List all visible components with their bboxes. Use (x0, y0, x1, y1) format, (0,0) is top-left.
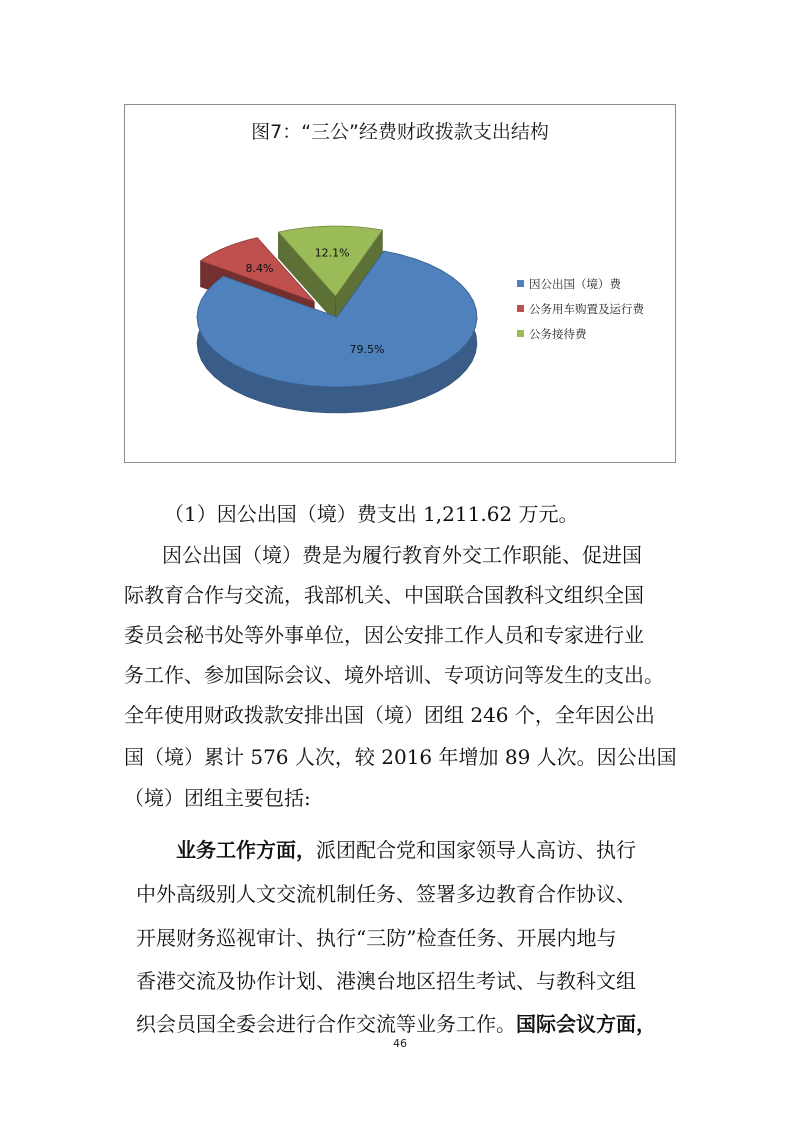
paragraph-line: 开展财务巡视审计、执行“三防”检查任务、开展内地与 (136, 926, 617, 950)
pie-data-label-3: 12.1% (314, 246, 350, 260)
paragraph-line: （境）团组主要包括: (124, 786, 311, 810)
chart-legend (517, 271, 644, 346)
page-number: 46 (393, 1037, 407, 1050)
paragraph-line: 全年使用财政拨款安排出国（境）团组 246 个，全年因公出 (124, 703, 655, 727)
pie-data-label-1: 79.5% (349, 343, 385, 356)
pie-data-label-2: 8.4% (245, 261, 274, 275)
paragraph-line: 际教育合作与交流，我部机关、中国联合国教科文组织全国 (124, 583, 644, 607)
legend-item-1 (517, 271, 644, 296)
legend-swatch (517, 280, 524, 287)
chart-frame (124, 104, 676, 463)
paragraph-line: 香港交流及协作计划、港澳台地区招生考试、与教科文组 (136, 969, 636, 993)
chart-title: 图7：“三公”经费财政拨款支出结构 (251, 121, 549, 143)
legend-label: 公务接待费 (529, 326, 587, 341)
paragraph-line (176, 840, 636, 860)
item-1-heading: （1）因公出国（境）费支出 1,211.62 万元。 (164, 502, 579, 526)
paragraph-text: 织会员国全委会进行合作交流等业务工作。 (136, 1012, 516, 1036)
legend-swatch (517, 305, 524, 312)
legend-swatch (517, 330, 524, 337)
legend-label: 因公出国（境）费 (529, 276, 621, 291)
legend-item-3 (517, 321, 644, 346)
paragraph-line: 委员会秘书处等外事单位，因公安排工作人员和专家进行业 (124, 623, 644, 647)
paragraph-line (136, 1014, 656, 1034)
section-lead-business: 业务工作方面， (176, 838, 316, 862)
paragraph-line: 中外高级别人文交流机制任务、签署多边教育合作协议、 (136, 882, 636, 906)
legend-label: 公务用车购置及运行费 (529, 301, 644, 316)
paragraph-text: 派团配合党和国家领导人高访、执行 (316, 838, 636, 862)
legend-item-2 (517, 296, 644, 321)
paragraph-line: 务工作、参加国际会议、境外培训、专项访问等发生的支出。 (124, 663, 664, 687)
paragraph-line: 国（境）累计 576 人次，较 2016 年增加 89 人次。因公出国 (124, 745, 677, 769)
section-lead-conference: 国际会议方面， (516, 1012, 656, 1036)
paragraph-line: 因公出国（境）费是为履行教育外交工作职能、促进国 (162, 543, 642, 567)
